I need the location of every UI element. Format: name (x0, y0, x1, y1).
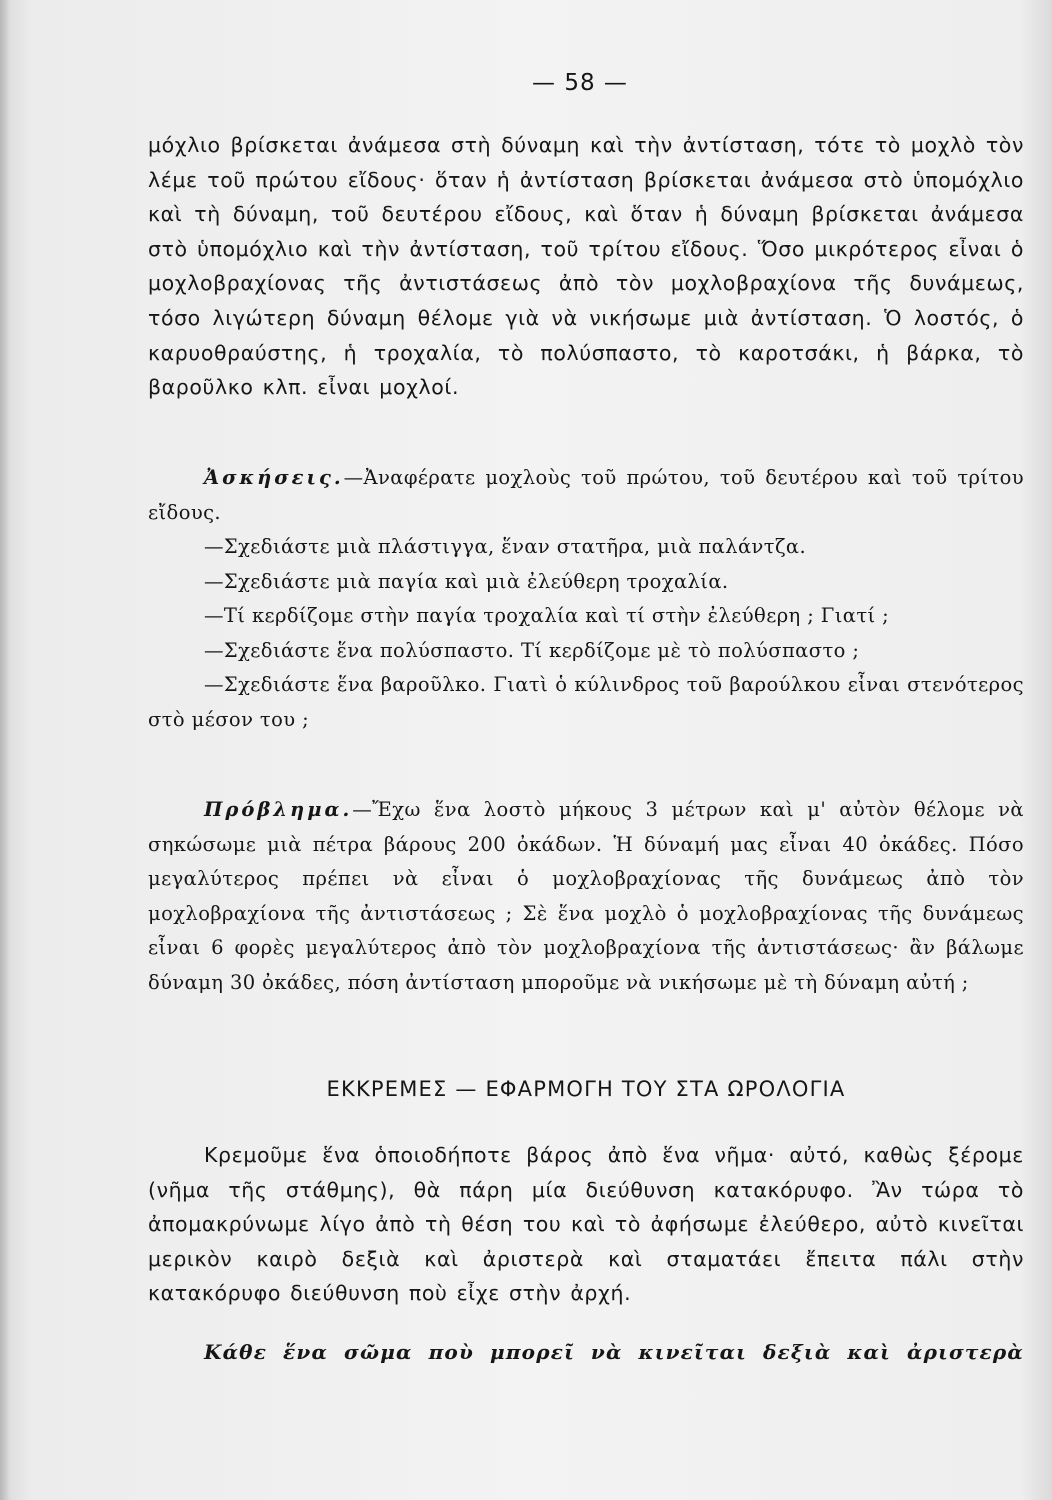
section-heading: ΕΚΚΡΕΜΕΣ — ΕΦΑΡΜΟΓΗ ΤΟΥ ΣΤΑ ΩΡΟΛΟΓΙΑ (326, 1077, 846, 1101)
exercises-block (148, 461, 1024, 737)
lever-paragraph: μόχλιο βρίσκεται ἀνάμεσα στὴ δύναμη καὶ τὴν ἀντίσταση, τότε τὸ μοχλὸ τὸν λέμε τοῦ πρώτου εἴδους· ὅταν ἡ ἀντίσταση βρίσκεται ἀνάμεσα στὸ ὑπομόχλιο καὶ τὴ δύναμη, τοῦ δευτέρου εἴδους, καὶ ὅταν ἡ δύναμη βρίσκεται ἀνάμεσα στὸ ὑπομόχλιο καὶ τὴν ἀντίσταση, τοῦ τρίτου εἴδους. Ὅσο μικρότερος εἶναι ὁ μοχλοβραχίονας τῆς ἀντιστάσεως ἀπὸ τὸν μοχλοβραχίονα τῆς δυνάμεως, τόσο λιγώτερη δύναμη θέλομε γιὰ νὰ νικήσωμε μιὰ ἀντίσταση. Ὁ λοστός, ὁ καρυοθραύστης, ἡ τροχαλία, τὸ πολύσπαστο, τὸ καροτσάκι, ἡ βάρκα, τὸ βαροῦλκο κλπ. εἶναι μοχλοί. (148, 133, 1024, 400)
page-edge-shadow (0, 0, 10, 1500)
exercise-item: —Σχεδιάστε μιὰ παγία καὶ μιὰ ἐλεύθερη τροχαλία. (204, 569, 729, 593)
pendulum-block (148, 1138, 1024, 1311)
lever-text-block (148, 128, 1024, 405)
problem-text: —Ἔχω ἕνα λοστὸ μήκους 3 μέτρων καὶ μ' αὐτὸν θέλομε νὰ σηκώσωμε μιὰ πέτρα βάρους 200 ὀκάδων. Ἡ δύναμή μας εἶναι 40 ὀκάδες. Πόσο μεγαλύτερος πρέπει νὰ εἶναι ὁ μοχλοβραχίονας τῆς δυνάμεως ἀπὸ τὸν μοχλοβραχίονα τῆς ἀντιστάσεως ; Σὲ ἕνα μοχλὸ ὁ μοχλοβραχίονας τῆς δυνάμεως εἶναι 6 φορὲς μεγαλύτερος ἀπὸ τὸν μοχλοβραχίονα τῆς ἀντιστάσεως· ἂν βάλωμε δύναμη 30 ὀκάδες, πόση ἀντίσταση μποροῦμε νὰ νικήσωμε μὲ τὴ δύναμη αὐτή ; (148, 798, 1024, 994)
problem-label: Πρόβλημα. (204, 798, 353, 821)
page-number: — 58 — (532, 70, 628, 96)
final-line-block (148, 1340, 1024, 1364)
exercise-item: —Τί κερδίζομε στὴν παγία τροχαλία καὶ τί στὴν ἐλεύθερη ; Γιατί ; (204, 604, 890, 627)
problem-block (148, 793, 1024, 1000)
exercises-intro (148, 461, 1024, 530)
exercises-label: Ἀσκήσεις. (204, 466, 344, 489)
problem-paragraph (148, 793, 1024, 1000)
exercise-item: —Σχεδιάστε ἕνα βαροῦλκο. Γιατὶ ὁ κύλινδρος τοῦ βαρούλκου εἶναι στενότερος στὸ μέσον του ; (148, 673, 1024, 731)
pendulum-paragraph: Κρεμοῦμε ἕνα ὁποιοδήποτε βάρος ἀπὸ ἕνα νῆμα· αὐτό, καθὼς ξέρομε (νῆμα τῆς στάθμης), θὰ πάρη μία διεύθυνση κατακόρυφο. Ἂν τώρα τὸ ἀπομακρύνωμε λίγο ἀπὸ τὴ θέση του καὶ τὸ ἀφήσωμε ἐλεύθερο, αὐτὸ κινεῖται μερικὸν καιρὸ δεξιὰ καὶ ἀριστερὰ καὶ σταματάει ἔπειτα πάλι στὴν κατακόρυφο διεύθυνση ποὺ εἶχε στὴν ἀρχή. (148, 1143, 1024, 1306)
exercises-intro-text: —Ἀναφέρατε μοχλοὺς τοῦ πρώτου, τοῦ δευτέρου καὶ τοῦ τρίτου εἴδους. (148, 466, 1024, 524)
exercise-item: —Σχεδιάστε ἕνα πολύσπαστο. Τί κερδίζομε μὲ τὸ πολύσπαστο ; (204, 638, 860, 662)
final-line: Κάθε ἕνα σῶμα ποὺ μπορεῖ νὰ κινεῖται δεξιὰ καὶ ἀριστερὰ (204, 1340, 1024, 1364)
exercise-item: —Σχεδιάστε μιὰ πλάστιγγα, ἕναν στατῆρα, μιὰ παλάντζα. (204, 535, 807, 558)
